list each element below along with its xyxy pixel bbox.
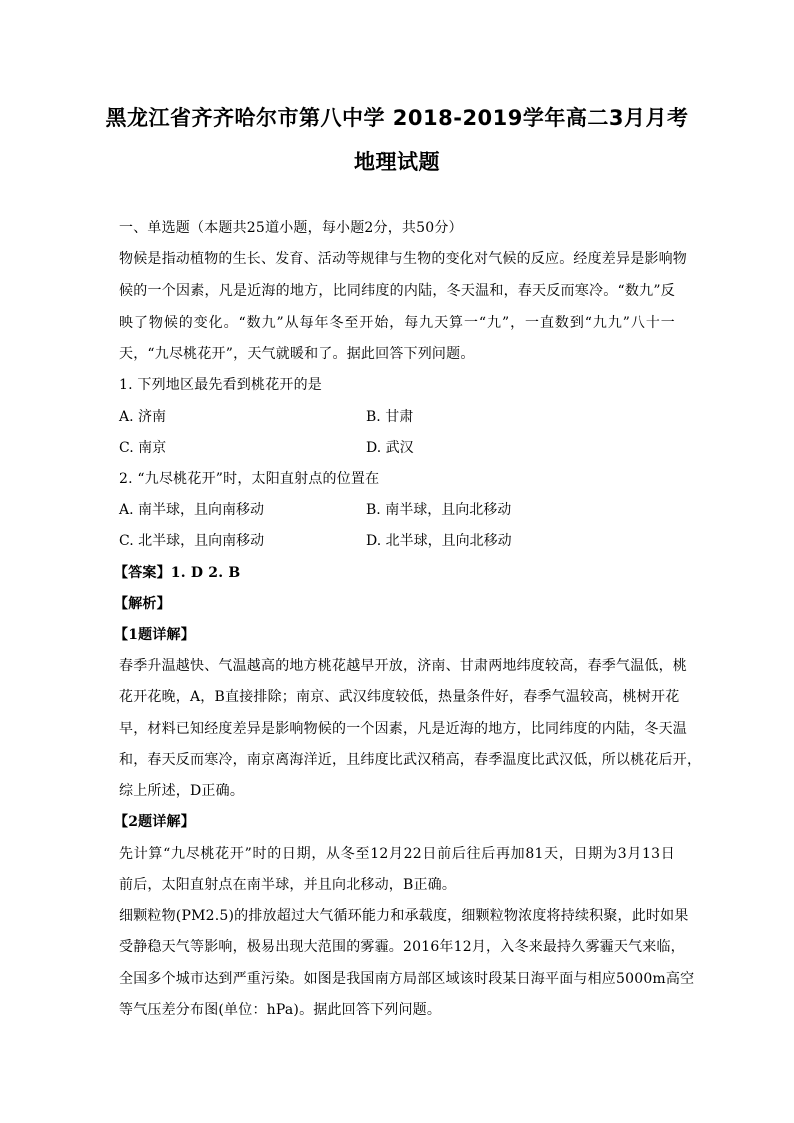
passage2-line: 全国多个城市达到严重污染。如图是我国南方局部区域该时段某日海平面与相应5000m高空 — [119, 971, 695, 987]
passage2-line: 细颗粒物(PM2.5)的排放超过大气循环能力和承载度，细颗粒物浓度将持续积聚，此时如果 — [119, 908, 689, 924]
question-1-option-a: A. 济南 — [119, 409, 167, 425]
question-2-option-d: D. 北半球，且向北移动 — [366, 533, 512, 549]
detail1-line: 综上所述，D正确。 — [119, 783, 245, 799]
passage2-line: 受静稳天气等影响，极易出现大范围的雾霾。2016年12月，入冬来最持久雾霾天气来临， — [119, 939, 685, 955]
analysis-heading: 【解析】 — [114, 596, 171, 612]
question-2-option-c: C. 北半球，且向南移动 — [119, 533, 265, 549]
passage2-line: 等气压差分布图(单位：hPa)。据此回答下列问题。 — [119, 1002, 442, 1018]
detail1-heading: 【1题详解】 — [114, 627, 195, 643]
question-2-option-b: B. 南半球，且向北移动 — [366, 502, 512, 518]
detail2-line: 先计算“九尽桃花开”时的日期，从冬至12月22日前后往后再加81天，日期为3月13日 — [119, 846, 675, 862]
detail2-line: 前后，太阳直射点在南半球，并且向北移动，B正确。 — [119, 877, 457, 893]
section-heading: 一、单选题（本题共25道小题，每小题2分，共50分） — [119, 220, 463, 236]
question-1-option-d: D. 武汉 — [366, 440, 414, 456]
detail2-heading: 【2题详解】 — [114, 814, 195, 830]
detail1-line: 春季升温越快、气温越高的地方桃花越早开放，济南、甘肃两地纬度较高，春季气温低，桃 — [119, 658, 687, 674]
detail1-line: 花开花晚，A，B直接排除；南京、武汉纬度较低，热量条件好，春季气温较高，桃树开花 — [119, 689, 680, 705]
document-title-line2: 地理试题 — [354, 150, 440, 174]
passage1-line: 映了物候的变化。“数九”从每年冬至开始，每九天算一“九”，一直数到“九九”八十一 — [119, 315, 675, 331]
document-title-line1: 黑龙江省齐齐哈尔市第八中学 2018-2019学年高二3月月考 — [105, 106, 689, 130]
question-2-stem: 2. “九尽桃花开”时，太阳直射点的位置在 — [119, 471, 380, 487]
detail1-line: 和，春天反而寒冷，南京离海洋近，且纬度比武汉稍高，春季温度比武汉低，所以桃花后开， — [119, 752, 702, 768]
detail1-line: 早，材料已知经度差异是影响物候的一个因素，凡是近海的地方，比同纬度的内陆，冬天温 — [119, 721, 687, 737]
question-1-option-c: C. 南京 — [119, 440, 167, 456]
question-1-option-b: B. 甘肃 — [366, 409, 414, 425]
passage1-line: 天，“九尽桃花开”，天气就暖和了。据此回答下列问题。 — [119, 346, 475, 362]
passage1-line: 候的一个因素，凡是近海的地方，比同纬度的内陆，冬天温和，春天反而寒冷。“数九”反 — [119, 283, 675, 299]
question-1-stem: 1. 下列地区最先看到桃花开的是 — [119, 377, 323, 393]
question-2-option-a: A. 南半球，且向南移动 — [119, 502, 265, 518]
answer-line: 【答案】1. D 2. B — [114, 565, 241, 581]
passage1-line: 物候是指动植物的生长、发育、活动等规律与生物的变化对气候的反应。经度差异是影响物 — [119, 251, 687, 267]
